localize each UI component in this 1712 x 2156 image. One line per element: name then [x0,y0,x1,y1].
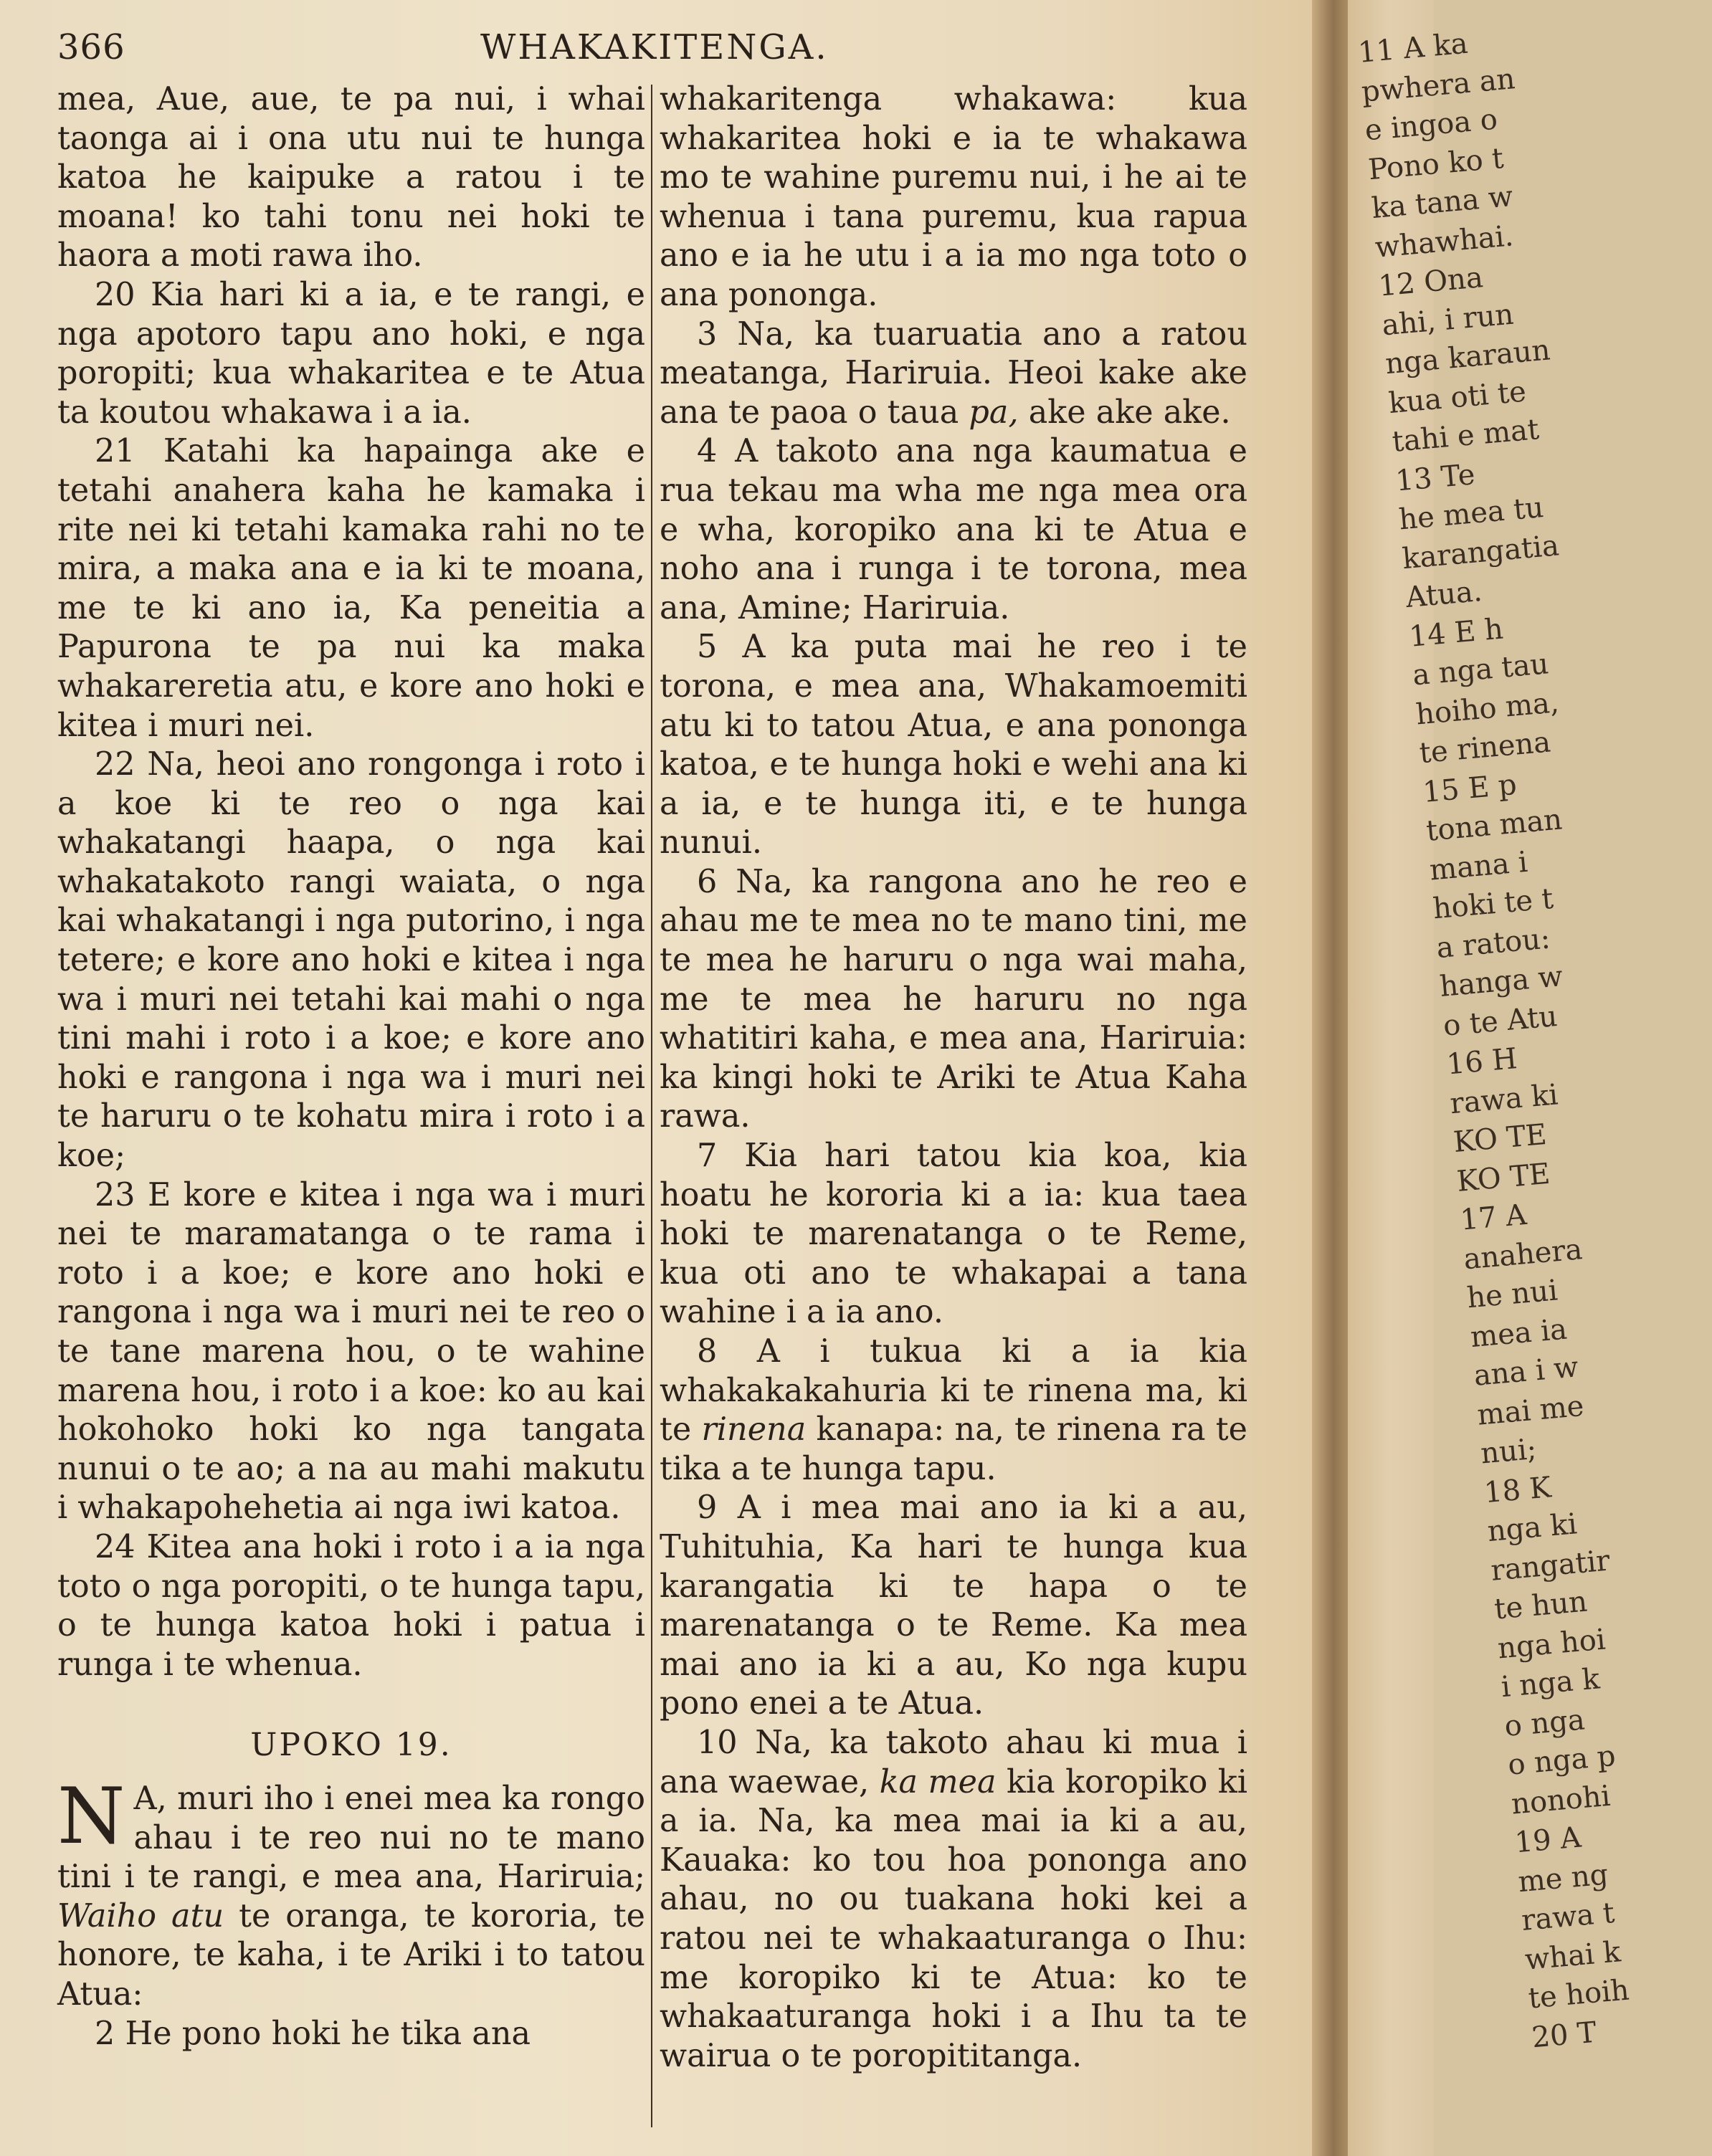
verse-10-text-b: kia koropiko ki a ia. Na, ka mea mai ia ki a au, Kauaka: ko tou hoa pononga ano ahau, no ou tuakana hoki kei a ratou nei te whakaaturanga o Ihu: me koropiko ki te Atua: ko te whakaaturanga hoki i a Ihu ta te wairua o te poropititanga. [660,1763,1247,2074]
verse-20: 20 Kia hari ki a ia, e te rangi, e nga apotoro tapu ano hoki, e nga poropiti; kua whakaritea e te Atua ta koutou whakawa i a ia. [57,276,645,431]
facing-page-line: me ng [1516,1857,1609,1899]
facing-page-line: mai me [1475,1389,1586,1432]
verse-6: 6 Na, ka rangona ano he reo e ahau me te mea no te mano tini, me te mea he haruru o nga wai maha, me te mea he haruru no nga whatitiri kaha, e mea ana, Hariruia: ka kingi hoki te Ariki te Atua Kaha rawa. [660,863,1247,1135]
facing-page-edge [1348,0,1631,2156]
facing-page-text [1348,0,1712,2058]
facing-page-line: he nui [1465,1274,1559,1315]
facing-page-line: 13 Te [1394,457,1477,498]
verse-continuation: mea, Aue, aue, te pa nui, i whai taonga ai i ona utu nui te hunga katoa he kaipuke a ratou i te moana! ko tahi tonu nei hoki te haora a moti rawa iho. [57,81,645,275]
facing-page-line: o te Atu [1442,999,1559,1043]
facing-page-line: 18 K [1483,1470,1553,1509]
facing-page-line: te rinena [1418,725,1552,771]
column-divider [651,85,652,2127]
verse-3 [660,315,1247,433]
facing-page-line: te hoih [1527,1973,1631,2016]
verse-1-text-a: A, muri iho i enei mea ka rongo ahau i te reo nui no te mano tini i te rangi, e mea ana, Hariruia; [57,1780,645,1896]
verse-2-start: 2 He pono hoki he tika ana [95,2015,531,2052]
verse-3-italic: pa, [969,393,1019,431]
facing-page-line: 11 A ka [1356,27,1470,70]
page-number: 366 [57,27,125,67]
facing-page-line: nga karaun [1384,333,1552,381]
facing-page-line: rawa ki [1448,1077,1559,1120]
page-header [57,24,1305,75]
facing-page-line: Atua. [1404,574,1484,615]
left-column [57,80,645,2054]
verse-21: 21 Katahi ka hapainga ake e tetahi anahera kaha he kamaka i rite nei ki tetahi kamaka rahi no te mira, a maka ana e ia ki te moana, me te ki ano ia, Ka peneitia a Papurona te pa nui ka maka whakareretia atu, e kore ano hoki e kitea i muri nei. [57,433,645,744]
facing-page-line: a ratou: [1435,921,1552,965]
facing-page-line: 15 E p [1421,768,1518,809]
facing-page-line: mea ia [1469,1312,1569,1354]
verse-1 [57,1771,645,2015]
verse-22: 22 Na, heoi ano rongonga i roto i a koe ki te reo o nga kai whakatangi haapa, o nga kai whakatakoto rangi waiata, o nga kai whakatangi i nga putorino, i nga tetere; e kore ano hoki e kitea i nga wa i muri nei tetahi kai mahi o nga tini mahi i roto i a koe; e kore ano hoki e rangona i nga wa i muri nei te haruru o te kohatu mira i roto i a koe; [57,746,645,1175]
facing-page-line: KO TE [1455,1157,1551,1198]
verse-10-text-a: 10 Na, ka takoto ahau ki mua i ana waewae, [660,1724,1247,1800]
facing-page-line: karangatia [1401,528,1561,576]
chapter-heading: UPOKO 19. [250,1727,452,1764]
facing-page-line: 14 E h [1407,612,1505,654]
facing-page-line: ana i w [1473,1350,1580,1393]
facing-page-line: i nga k [1500,1662,1602,1704]
facing-page-line: 12 Ona [1377,261,1485,303]
facing-page-line: anahera [1462,1232,1584,1277]
verse-7: 7 Kia hari tatou kia koa, kia hoatu he kororia ki a ia: kua taea hoki te marenatanga o te Reme, kua oti ano te whakapai a tana wahine i a ia ano. [660,1137,1247,1331]
facing-page-line: o nga [1503,1702,1587,1743]
facing-page-line: ka tana w [1370,180,1515,226]
facing-page-line: mana i [1428,845,1529,887]
facing-page-line: nui; [1479,1432,1539,1471]
verse-8-italic: rinena [701,1411,807,1449]
facing-page-line: o nga p [1506,1739,1617,1782]
verse-3-text-a: 3 Na, ka tuaruatia ano a ratou meatanga, Hariruia. Heoi kake ake ana te paoa o taua [660,315,1247,431]
facing-page-line: tona man [1425,803,1564,848]
verse-3-text-b: ake ake ake. [1028,393,1231,431]
facing-page-line: a nga tau [1411,647,1550,692]
facing-page-line: 20 T [1530,2016,1598,2054]
facing-page-line: 17 A [1459,1198,1528,1237]
facing-page-line: Pono ko t [1366,141,1506,186]
verse-2-continuation: whakaritenga whakawa: kua whakaritea hoki e ia te whakawa mo te wahine puremu nui, i he ai te whenua i tana puremu, kua rapua ano e ia he utu i a ia mo nga toto o ana pononga. [660,81,1247,313]
facing-page-line: whai k [1523,1935,1622,1977]
facing-page-line: nga hoi [1496,1622,1607,1665]
facing-page-line: KO TE [1452,1117,1549,1160]
verse-8-text-b: kanapa: na, te rinena ra te tika a te hunga tapu. [660,1411,1248,1487]
facing-page-line: he mea tu [1397,490,1545,537]
verse-5: 5 A ka puta mai he reo i te torona, e mea ana, Whakamoemiti atu ki to tatou Atua, e ana pononga katoa, e te hunga hoki e wehi ana ki a ia, e te hunga iti, e te hunga nunui. [660,629,1247,862]
verse-10 [660,1724,1247,2076]
verse-10-italic: ka mea [879,1763,997,1800]
facing-page-line: nonohi [1510,1779,1612,1821]
running-head: WHAKAKITENGA. [480,27,829,67]
facing-page-line: e ingoa o [1364,102,1499,148]
facing-page-line: hanga w [1438,960,1564,1003]
right-column [660,80,1247,2076]
verse-1-text-b: te oranga, te kororia, te honore, te kaha, i te Ariki i to tatou Atua: [57,1897,645,2013]
facing-page-line: rangatir [1489,1544,1612,1588]
facing-page-line: whawhai. [1374,219,1515,264]
verse-9: 9 A i mea mai ano ia ki a au, Tuhituhia, Ka hari te hunga kua karangatia ki te hapa o te marenatanga o te Reme. Ka mea mai ano ia ki a au, Ko nga kupu pono enei a te Atua. [660,1489,1247,1722]
facing-page-line: rawa t [1520,1896,1616,1937]
facing-page-line: hoiho ma, [1414,685,1561,731]
facing-page-line: tahi e mat [1391,413,1541,459]
verse-1-italic: Waiho atu [57,1897,224,1935]
facing-page-line: ahi, i run [1380,297,1516,342]
verse-23: 23 E kore e kitea i nga wa i muri nei te maramatanga o te rama i roto i a koe; e kore ano hoki e rangona i nga wa i muri nei te reo o te tane marena hou, o te wahine marena hou, i roto i a koe: ko au kai hokohoko hoki ko nga tangata nunui o te ao; a na au mahi makutu i whakapohehetia ai nga iwi katoa. [57,1176,645,1527]
facing-page-line: te hun [1493,1585,1589,1626]
facing-page-line: nga ki [1486,1507,1579,1549]
facing-page-line: pwhera an [1360,62,1517,109]
facing-page-line: 16 H [1445,1042,1519,1082]
facing-page-line: kua oti te [1387,375,1528,420]
verse-4: 4 A takoto ana nga kaumatua e rua tekau ma wha me nga mea ora e wha, koropiko ana ki te Atua e noho ana i runga i te torona, mea ana, Amine; Hariruia. [660,433,1247,626]
verse-24: 24 Kitea ana hoki i roto i a ia nga toto o nga poropiti, o te hunga tapu, o te hunga katoa hoki i patua i runga i te whenua. [57,1528,645,1683]
drop-cap: N [57,1771,127,1861]
facing-page-line: hoki te t [1432,882,1555,926]
verse-8 [660,1332,1247,1489]
facing-page-line: 19 A [1513,1821,1583,1860]
verse-8-text-a: 8 A i tukua ki a ia kia whakakakahuria ki te rinena ma, ki te [660,1333,1247,1449]
